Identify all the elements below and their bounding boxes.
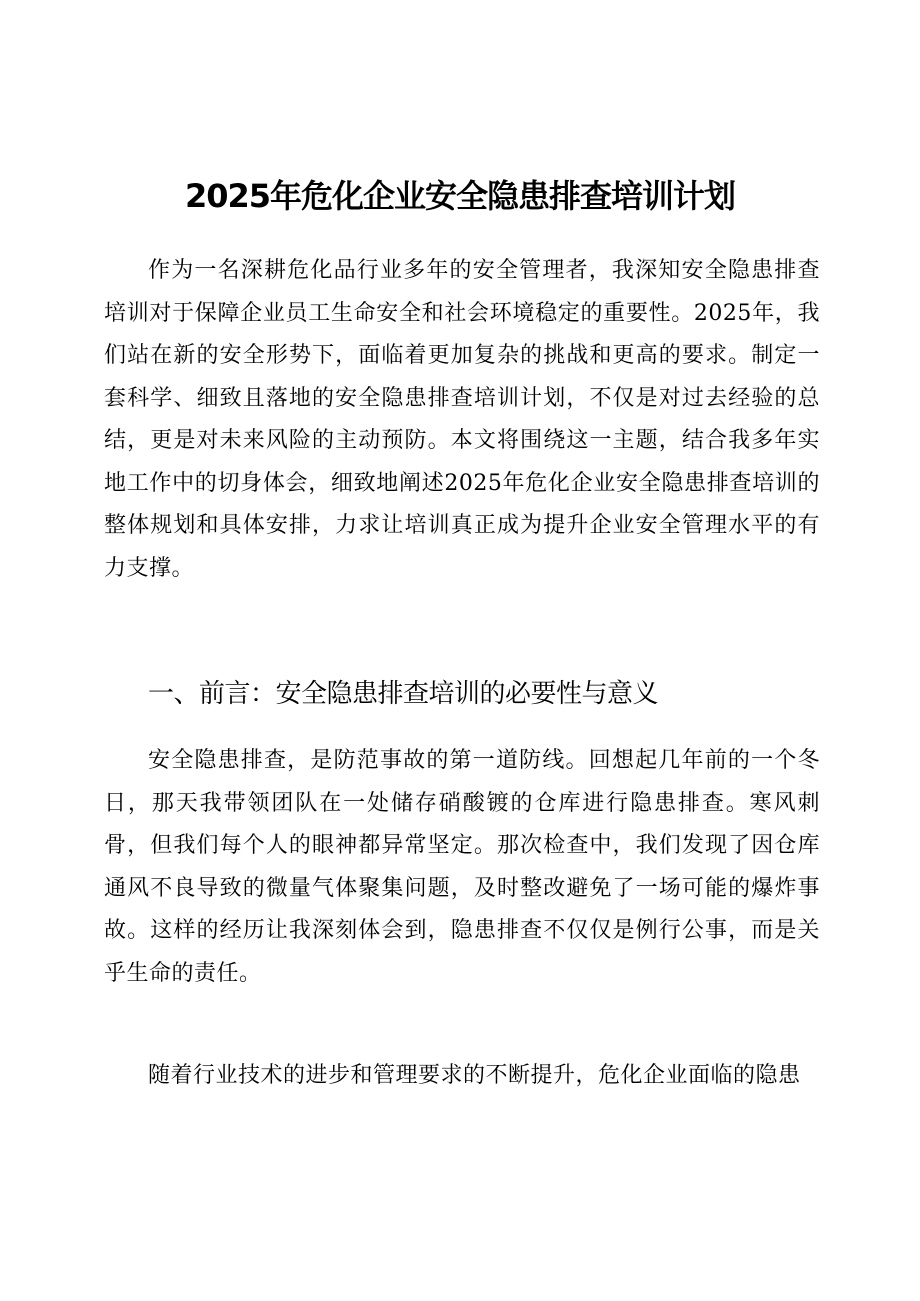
section-paragraph: 随着行业技术的进步和管理要求的不断提升，危化企业面临的隐患 [148,1063,801,1088]
intro-paragraph: 作为一名深耕危化品行业多年的安全管理者，我深知安全隐患排查培训对于保障企业员工生命安全和社会环境稳定的重要性。2025年，我们站在新的安全形势下，面临着更加复杂的挑战和更高的要求。制定一套科学、细致且落地的安全隐患排查培训计划，不仅是对过去经验的总结，更是对未来风险的主动预防。本文将围绕这一主题，结合我多年实地工作中的切身体会，细致地阐述2025年危化企业安全隐患排查培训的整体规划和具体安排，力求让培训真正成为提升企业安全管理水平的有力支撑。 [104,258,820,581]
section-heading-preface: 一、前言：安全隐患排查培训的必要性与意义 [148,679,659,709]
section-paragraph: 安全隐患排查，是防范事故的第一道防线。回想起几年前的一个冬日，那天我带领团队在一处储存硝酸镀的仓库进行隐患排查。寒风刺骨，但我们每个人的眼神都异常坚定。那次检查中，我们发现了因仓库通风不良导致的微量气体聚集问题，及时整改避免了一场可能的爆炸事故。这样的经历让我深刻体会到，隐患排查不仅仅是例行公事，而是关乎生命的责任。 [104,748,820,986]
document-title: 2025年危化企业安全隐患排查培训计划 [184,177,736,215]
